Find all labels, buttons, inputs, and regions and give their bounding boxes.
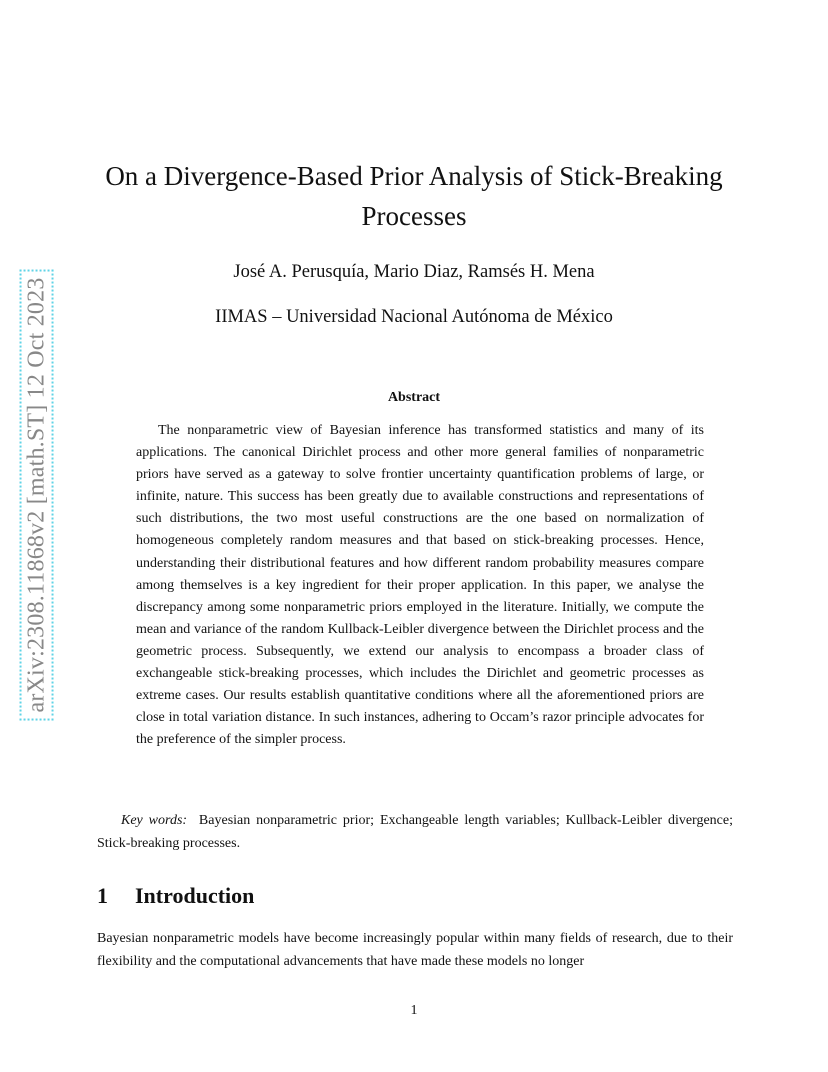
keywords-text: Bayesian nonparametric prior; Exchangeable length variables; Kullback-Leibler divergence; Stick-breaking processes. [97,813,734,851]
arxiv-identifier: arXiv:2308.11868v2 [math.ST] 12 Oct 2023 [20,269,54,720]
section-heading-introduction [97,880,733,912]
section-title: Introduction [135,883,255,908]
abstract-body: The nonparametric view of Bayesian inference has transformed statistics and many of its applications. The canonical Dirichlet process and other more general families of nonparametric priors have served as a gateway to solve frontier uncertainty quantification problems of large, or infinite, nature. This success has been greatly due to available constructions and representations of such distributions, the two most useful constructions are the one based on normalization of homogeneous completely random measures and that based on stick-breaking processes. Hence, understanding their distributional features and how different random probability measures compare among themselves is a key ingredient for their proper application. In this paper, we analyse the discrepancy among some nonparametric priors employed in the literature. Initially, we compute the mean and variance of the random Kullback-Leibler divergence between the Dirichlet process and the geometric process. Subsequently, we extend our analysis to encompass a broader class of exchangeable stick-breaking processes, which includes the Dirichlet and geometric processes as extreme cases. Our results establish quantitative conditions where all the aforementioned priors are close in total variation distance. In such instances, adhering to Occam’s razor principle advocates for the preference of the simpler process. [136,423,704,748]
keywords-label: Key words: [121,813,188,828]
introduction-body: Bayesian nonparametric models have become increasingly popular within many fields of research, due to their flexibility and the computational advancements that have made these models no longer [97,931,733,969]
keywords-paragraph [97,810,733,855]
author-list: José A. Perusquía, Mario Diaz, Ramsés H. Mena [233,262,595,282]
abstract-heading: Abstract [387,390,441,405]
page-number: 1 [410,1003,418,1018]
author-affiliation: IIMAS – Universidad Nacional Autónoma de México [215,307,613,327]
arxiv-stamp [20,245,54,745]
section-number: 1 [97,883,108,908]
paper-title: On a Divergence-Based Prior Analysis of Stick-Breaking Processes [105,161,723,231]
